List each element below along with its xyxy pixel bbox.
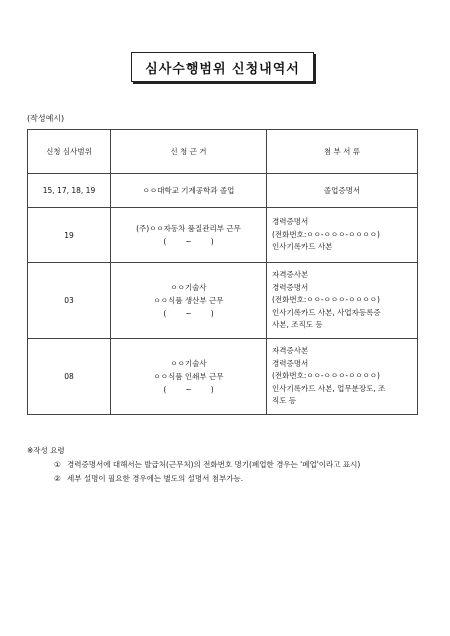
cell-scope: 08 [28, 339, 111, 415]
document-line: 인사기록카드 사본, 사업자등록증 [272, 307, 381, 317]
document-line: 사본, 조직도 등 [272, 320, 323, 330]
basis-line: ㅇㅇ기술사 [170, 359, 207, 368]
guide-item-text: 경력증명서에 대해서는 발급처(근무처)의 전화번호 명기(폐업한 경우는 '폐업'이라고 표시) [67, 460, 361, 469]
cell-basis [111, 174, 267, 208]
document-line: 졸업증명서 [323, 186, 361, 195]
cell-documents [267, 174, 418, 208]
cell-basis [111, 263, 267, 339]
basis-line: ㅇㅇ식품 인쇄부 근무 [153, 372, 224, 381]
cell-basis [111, 339, 267, 415]
cell-scope: 03 [28, 263, 111, 339]
table-row [28, 174, 418, 208]
guide-item [27, 458, 360, 472]
application-table [27, 129, 418, 415]
document-line: 인사기록카드 사본, 업무분장도, 조 [272, 383, 386, 393]
document-line: 직도 등 [272, 396, 297, 406]
document-line: 경력증명서 [272, 217, 309, 227]
cell-scope: 19 [28, 208, 111, 263]
basis-line: ( ~ ) [163, 237, 214, 246]
document-line: 경력증명서 [272, 358, 309, 368]
document-line: 인사기록카드 사본 [272, 242, 333, 252]
document-line: 경력증명서 [272, 282, 309, 292]
basis-line: ( ~ ) [163, 309, 214, 318]
document-line: (전화번호:ㅇㅇ-ㅇㅇㅇ-ㅇㅇㅇㅇ) [272, 295, 380, 305]
guide-item [27, 472, 360, 486]
example-label: (작성예시) [27, 114, 65, 123]
basis-line: ㅇㅇ식품 생산부 근무 [153, 296, 224, 305]
basis-line: ㅇㅇ대학교 기계공학과 졸업 [142, 186, 235, 195]
guide-item-number: ② [54, 474, 61, 483]
table-row [28, 263, 418, 339]
document-line: (전화번호:ㅇㅇ-ㅇㅇㅇ-ㅇㅇㅇㅇ) [272, 229, 380, 239]
header-scope: 신청 심사범위 [28, 130, 111, 174]
header-basis: 신 청 근 거 [111, 130, 267, 174]
cell-documents [267, 208, 418, 263]
cell-basis [111, 208, 267, 263]
basis-line: ( ~ ) [163, 385, 214, 394]
cell-scope: 15, 17, 18, 19 [28, 174, 111, 208]
basis-line: (주)ㅇㅇ자동차 품질관리부 근무 [136, 224, 241, 233]
guide-item-number: ① [54, 460, 61, 469]
document-line: (전화번호:ㅇㅇ-ㅇㅇㅇ-ㅇㅇㅇㅇ) [272, 371, 380, 381]
document-line: 자격증사본 [272, 270, 309, 280]
document-line: 자격증사본 [272, 346, 309, 356]
guide-item-text: 세부 설명이 필요한 경우에는 별도의 설명서 첨부가능. [67, 474, 244, 483]
cell-documents [267, 263, 418, 339]
table-row [28, 339, 418, 415]
table-row [28, 208, 418, 263]
guide-heading: ※작성 요령 [27, 446, 65, 455]
form-title: 심사수행범위 신청내역서 [131, 52, 314, 82]
cell-documents [267, 339, 418, 415]
table-header-row [28, 130, 418, 174]
basis-line: ㅇㅇ기술사 [170, 283, 207, 292]
writing-guide [27, 444, 360, 486]
header-documents: 첨 부 서 류 [267, 130, 418, 174]
